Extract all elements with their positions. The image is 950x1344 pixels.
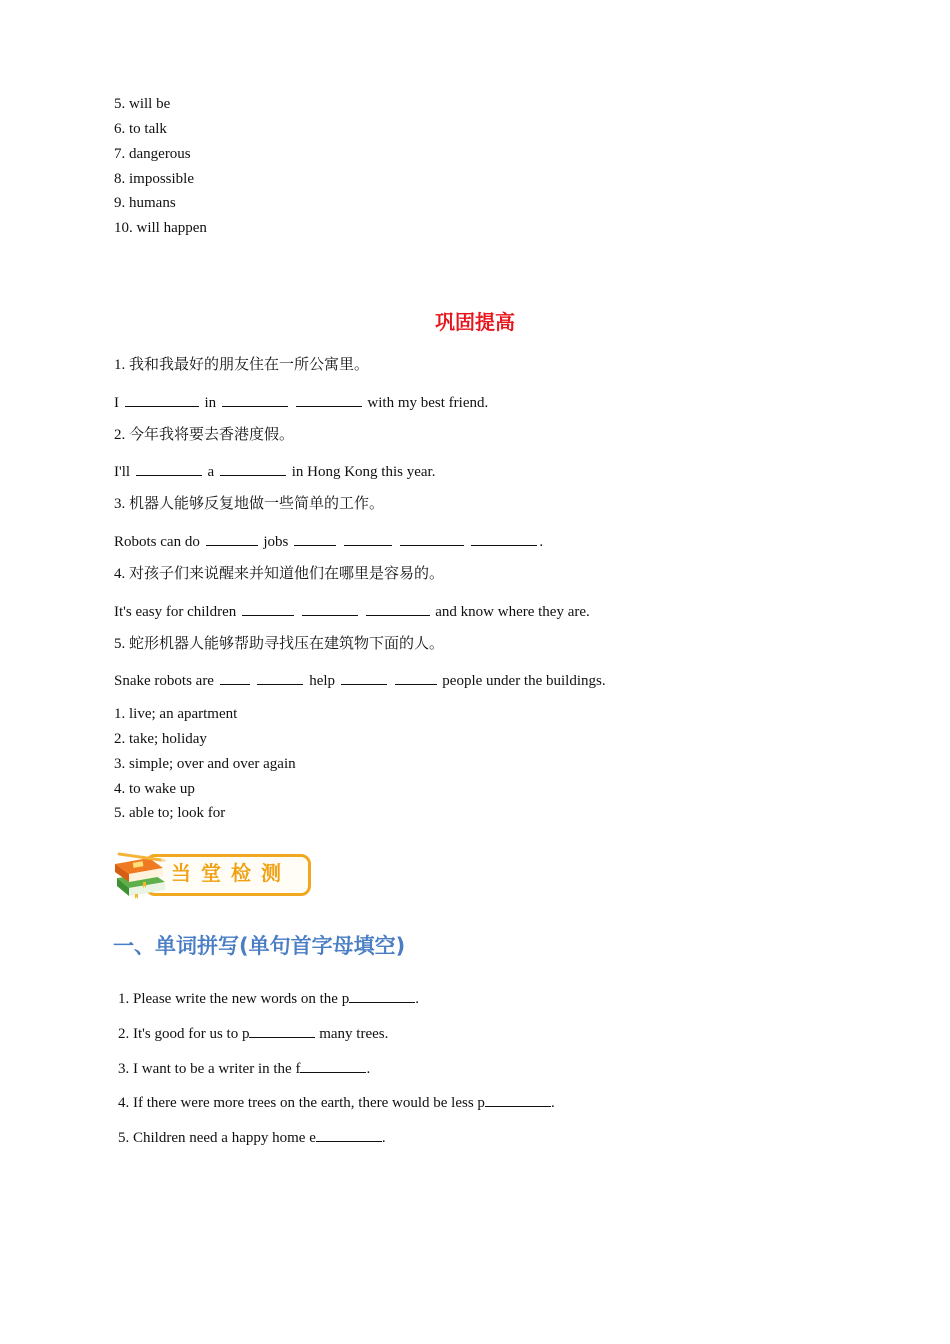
text-fragment: with my best friend. [367, 395, 489, 411]
text-fragment: Snake robots are [114, 673, 214, 689]
english-fill-line [114, 531, 543, 551]
text-fragment: in Hong Kong this year. [291, 464, 436, 480]
exercise-text: 2. It's good for us to p [118, 1026, 250, 1042]
chinese-prompt: 4. 对孩子们来说醒来并知道他们在哪里是容易的。 [114, 566, 445, 582]
text-fragment: and know where they are. [435, 604, 590, 620]
text-fragment: . [539, 534, 544, 550]
chinese-prompt: 3. 机器人能够反复地做一些简单的工作。 [114, 496, 385, 512]
exercise-item [118, 1023, 388, 1043]
books-pencil-icon [113, 848, 173, 900]
fill-blank[interactable] [316, 1127, 382, 1142]
fill-blank[interactable] [302, 601, 358, 616]
english-fill-line [114, 392, 488, 412]
exercise-text: 3. I want to be a writer in the f [118, 1061, 301, 1077]
exercise-item [118, 988, 419, 1008]
text-fragment: jobs [263, 534, 289, 550]
english-fill-line [114, 670, 606, 690]
fill-blank[interactable] [220, 670, 250, 685]
answer-item: 4. to wake up [114, 781, 195, 797]
fill-blank[interactable] [242, 601, 294, 616]
fill-blank[interactable] [125, 392, 199, 407]
chinese-prompt: 2. 今年我将要去香港度假。 [114, 427, 295, 443]
fill-blank[interactable] [485, 1092, 551, 1107]
fill-blank[interactable] [136, 461, 202, 476]
text-fragment: people under the buildings. [442, 673, 606, 689]
text-fragment: Robots can do [114, 534, 200, 550]
text-fragment: a [207, 464, 215, 480]
exercise-text: many trees. [315, 1026, 389, 1042]
text-fragment: It's easy for children [114, 604, 237, 620]
fill-blank[interactable] [257, 670, 303, 685]
exercise-text: . [415, 991, 419, 1007]
answer-item: 9. humans [114, 195, 176, 211]
fill-blank[interactable] [220, 461, 286, 476]
english-fill-line [114, 461, 435, 481]
fill-blank[interactable] [366, 601, 430, 616]
fill-blank[interactable] [395, 670, 437, 685]
exercise-heading: 一、单词拼写(单句首字母填空) [113, 934, 406, 958]
answer-item: 5. able to; look for [114, 805, 226, 821]
fill-blank[interactable] [294, 531, 336, 546]
text-fragment: I [114, 395, 119, 411]
section-title-consolidate: 巩固提高 [435, 310, 515, 334]
text-fragment: in [204, 395, 217, 411]
fill-blank[interactable] [341, 670, 387, 685]
fill-blank[interactable] [206, 531, 258, 546]
english-fill-line [114, 601, 590, 621]
chinese-prompt: 1. 我和我最好的朋友住在一所公寓里。 [114, 357, 370, 373]
exercise-item [118, 1092, 555, 1112]
fill-blank[interactable] [249, 1023, 315, 1038]
answer-item: 6. to talk [114, 121, 167, 137]
answer-item: 8. impossible [114, 171, 195, 187]
fill-blank[interactable] [349, 988, 415, 1003]
fill-blank[interactable] [300, 1058, 366, 1073]
answer-item: 7. dangerous [114, 146, 191, 162]
answer-item: 2. take; holiday [114, 731, 207, 747]
text-fragment: I'll [114, 464, 131, 480]
fill-blank[interactable] [222, 392, 288, 407]
exercise-text: 1. Please write the new words on the p [118, 991, 350, 1007]
exercise-text: . [381, 1130, 386, 1146]
chinese-prompt: 5. 蛇形机器人能够帮助寻找压在建筑物下面的人。 [114, 636, 445, 652]
exercise-text: . [366, 1061, 371, 1077]
exercise-text: . [550, 1095, 555, 1111]
answer-item: 1. live; an apartment [114, 706, 238, 722]
fill-blank[interactable] [400, 531, 464, 546]
fill-blank[interactable] [344, 531, 392, 546]
fill-blank[interactable] [471, 531, 537, 546]
answer-item: 10. will happen [114, 220, 207, 236]
answer-item: 3. simple; over and over again [114, 756, 296, 772]
exercise-text: 4. If there were more trees on the earth, there would be less p [118, 1095, 485, 1111]
exercise-item [118, 1058, 370, 1078]
exercise-text: 5. Children need a happy home e [118, 1130, 316, 1146]
answer-item: 5. will be [114, 96, 171, 112]
text-fragment: help [309, 673, 336, 689]
fill-blank[interactable] [296, 392, 362, 407]
banner-label: 当堂检测 [171, 861, 291, 885]
exercise-item [118, 1127, 386, 1147]
in-class-test-banner [113, 848, 309, 900]
